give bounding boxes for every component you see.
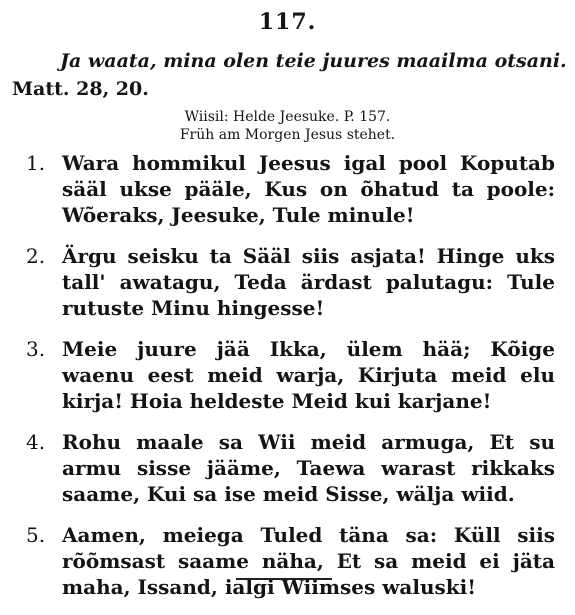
hymn-motto: Ja waata, mina olen teie juures maailma otsani.	[60, 50, 567, 72]
verse	[0, 336, 575, 414]
verse-text: Ärgu seisku ta Sääl siis asjata! Hinge uks tall' awatagu, Teda ärdast palutagu: Tule rutuste Minu hingesse!	[62, 244, 555, 320]
verse-number: 5.	[26, 523, 46, 547]
verse-number: 2.	[26, 244, 46, 268]
verse-text: Wara hommikul Jeesus igal pool Koputab sääl ukse pääle, Kus on õhatud ta poole: Wõeraks, Jeesuke, Tule minule!	[62, 151, 555, 227]
verse-number: 3.	[26, 337, 46, 361]
verse	[0, 429, 575, 507]
verse	[0, 150, 575, 228]
verse-text: Aamen, meiega Tuled täna sa: Küll siis rõõmsast saame näha, Et sa meid ei jäta maha, Issand, ialgi Wiimses waluski!	[62, 523, 555, 599]
tune-indication	[0, 108, 575, 144]
verse-list	[0, 150, 575, 615]
verse	[0, 243, 575, 321]
verse-text: Rohu maale sa Wii meid armuga, Et su armu sisse jääme, Taewa warast rikkaks saame, Kui sa ise meid Sisse, wälja wiid.	[62, 430, 555, 506]
scripture-reference: Matt. 28, 20.	[12, 78, 149, 100]
verse-text: Meie juure jää Ikka, ülem hää; Kõige waenu eest meid warja, Kirjuta meid elu kirja! Hoia heldeste Meid kui karjane!	[62, 337, 555, 413]
tune-line-estonian: Wiisil: Helde Jeesuke. P. 157.	[184, 109, 391, 125]
verse	[0, 522, 575, 600]
hymn-number: 117.	[258, 9, 317, 35]
section-divider	[236, 578, 332, 580]
verse-number: 1.	[26, 151, 46, 175]
verse-number: 4.	[26, 430, 46, 454]
tune-line-german: Früh am Morgen Jesus stehet.	[179, 127, 396, 143]
